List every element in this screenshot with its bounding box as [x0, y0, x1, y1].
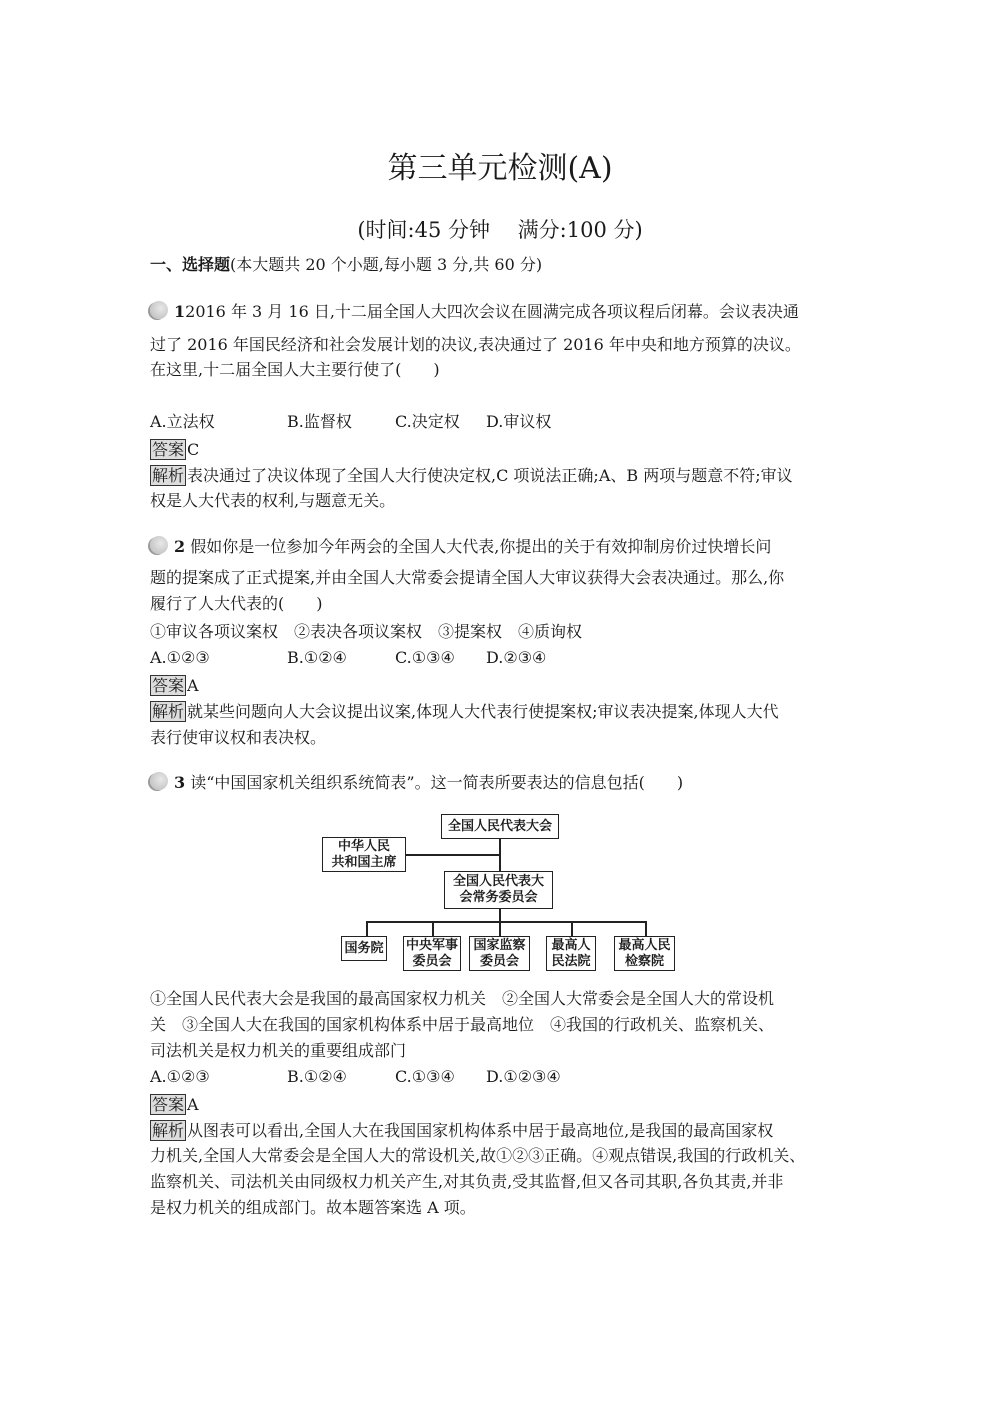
answer-line: [150, 675, 199, 696]
option-c: C.决定权: [395, 412, 460, 431]
box-text: 最高人民: [618, 937, 671, 953]
option-c: C.①③④: [395, 648, 455, 667]
analysis-tag: 解析: [152, 702, 185, 721]
option-b: B.监督权: [287, 412, 352, 431]
connector: [366, 921, 647, 923]
connector: [571, 921, 573, 936]
analysis-text: 监察机关、司法机关由同级权力机关产生,对其负责,受其监督,但又各司其职,各负其责,并非: [150, 1172, 784, 1191]
analysis-text: 表行使审议权和表决权。: [150, 728, 327, 747]
box-text: 委员会: [412, 953, 452, 969]
question-number: 3: [174, 773, 186, 792]
analysis-text: 表决通过了决议体现了全国人大行使决定权,C 项说法正确;A、B 两项与题意不符;审议: [187, 466, 793, 485]
option-c: C.①③④: [395, 1067, 455, 1086]
audio-bubble-icon[interactable]: [150, 301, 168, 319]
connector: [499, 921, 501, 936]
answer-value: A: [187, 1095, 199, 1114]
analysis-text: 是权力机关的组成部门。故本题答案选 A 项。: [150, 1198, 476, 1217]
connector: [406, 854, 499, 856]
connector: [645, 921, 647, 936]
question-text: ①审议各项议案权 ②表决各项议案权 ③提案权 ④质询权: [150, 622, 583, 641]
options: [150, 412, 551, 432]
analysis-text: 就某些问题向人大会议提出议案,体现人大代表行使提案权;审议表决提案,体现人大代: [187, 702, 779, 721]
box-text: 委员会: [479, 953, 519, 969]
option-a: A.①②③: [150, 648, 210, 667]
statement-text: ①全国人民代表大会是我国的最高国家权力机关 ②全国人大常委会是全国人大的常设机: [150, 989, 775, 1008]
analysis-text: 权是人大代表的权利,与题意无关。: [150, 491, 396, 510]
question-text: 假如你是一位参加今年两会的全国人大代表,你提出的关于有效抑制房价过快增长问: [190, 537, 772, 556]
box-text: 会常务委员会: [459, 890, 538, 905]
procuratorate-box: [614, 936, 675, 971]
analysis-line: [150, 701, 779, 722]
connector: [432, 921, 434, 936]
supervisory-commission-box: [469, 936, 530, 971]
option-b: B.①②④: [287, 1067, 347, 1086]
box-text: 国家监察: [473, 937, 526, 953]
answer-tag: 答案: [152, 1095, 185, 1114]
box-text: 全国人民代表大: [452, 874, 544, 889]
question-3-line: [150, 772, 683, 793]
analysis-tag: 解析: [152, 1121, 185, 1140]
statement-text: 关 ③全国人大在我国的国家机构体系中居于最高地位 ④我国的行政机关、监察机关、: [150, 1015, 775, 1034]
option-b: B.①②④: [287, 648, 347, 667]
audio-bubble-icon[interactable]: [150, 772, 168, 790]
option-d: D.②③④: [486, 648, 547, 667]
box-text: 民法院: [551, 953, 591, 969]
answer-line: [150, 1094, 199, 1115]
npc-box: 全国人民代表大会: [441, 814, 559, 839]
connector: [366, 921, 368, 936]
section-heading: [150, 255, 542, 275]
question-number: 1: [174, 302, 186, 321]
option-d: D.①②③④: [486, 1067, 561, 1086]
question-1-line: [150, 301, 799, 322]
answer-value: C: [187, 440, 200, 459]
analysis-line: [150, 1120, 773, 1141]
analysis-tag: 解析: [152, 466, 185, 485]
box-text: 检察院: [624, 953, 664, 969]
answer-value: A: [187, 676, 199, 695]
analysis-text: 力机关,全国人大常委会是全国人大的常设机关,故①②③正确。④观点错误,我国的行政机关、: [150, 1146, 806, 1165]
standing-committee-box: [444, 871, 553, 909]
question-text: 在这里,十二届全国人大主要行使了( ): [150, 360, 440, 379]
connector: [499, 838, 501, 871]
question-text: 题的提案成了正式提案,并由全国人大常委会提请全国人大审议获得大会表决通过。那么,你: [150, 568, 785, 587]
question-text: 读“中国国家机关组织系统简表”。这一简表所要表达的信息包括( ): [190, 773, 684, 792]
section-label: 一、选择题: [150, 255, 231, 274]
option-d: D.审议权: [486, 412, 552, 431]
president-box: [322, 837, 406, 872]
options: [150, 648, 546, 668]
analysis-text: 从图表可以看出,全国人大在我国国家机构体系中居于最高地位,是我国的最高国家权: [187, 1121, 774, 1140]
box-text: 共和国主席: [331, 854, 397, 870]
question-2-line: [150, 536, 771, 557]
question-number: 2: [174, 537, 186, 556]
options: [150, 1067, 561, 1087]
audio-bubble-icon[interactable]: [150, 536, 168, 554]
analysis-line: [150, 465, 793, 486]
page-subtitle: (时间:45 分钟 满分:100 分): [357, 218, 643, 242]
supreme-court-box: [546, 936, 596, 971]
question-text: 2016 年 3 月 16 日,十二届全国人大四次会议在圆满完成各项议程后闭幕。会议表决通: [185, 302, 799, 321]
box-text: 最高人: [551, 937, 591, 953]
box-text: 中央军事: [405, 937, 458, 953]
section-note: (本大题共 20 个小题,每小题 3 分,共 60 分): [230, 255, 543, 274]
question-text: 履行了人大代表的( ): [150, 594, 323, 613]
question-text: 过了 2016 年国民经济和社会发展计划的决议,表决通过了 2016 年中央和地方预算的决议。: [150, 335, 801, 354]
answer-line: [150, 439, 199, 460]
state-council-box: 国务院: [341, 936, 387, 961]
page-title: 第三单元检测(A): [387, 151, 613, 186]
military-commission-box: [403, 936, 461, 971]
option-a: A.立法权: [150, 412, 215, 431]
option-a: A.①②③: [150, 1067, 210, 1086]
box-text: 中华人民: [337, 838, 390, 854]
answer-tag: 答案: [152, 440, 185, 459]
statement-text: 司法机关是权力机关的重要组成部门: [150, 1041, 407, 1060]
answer-tag: 答案: [152, 676, 185, 695]
